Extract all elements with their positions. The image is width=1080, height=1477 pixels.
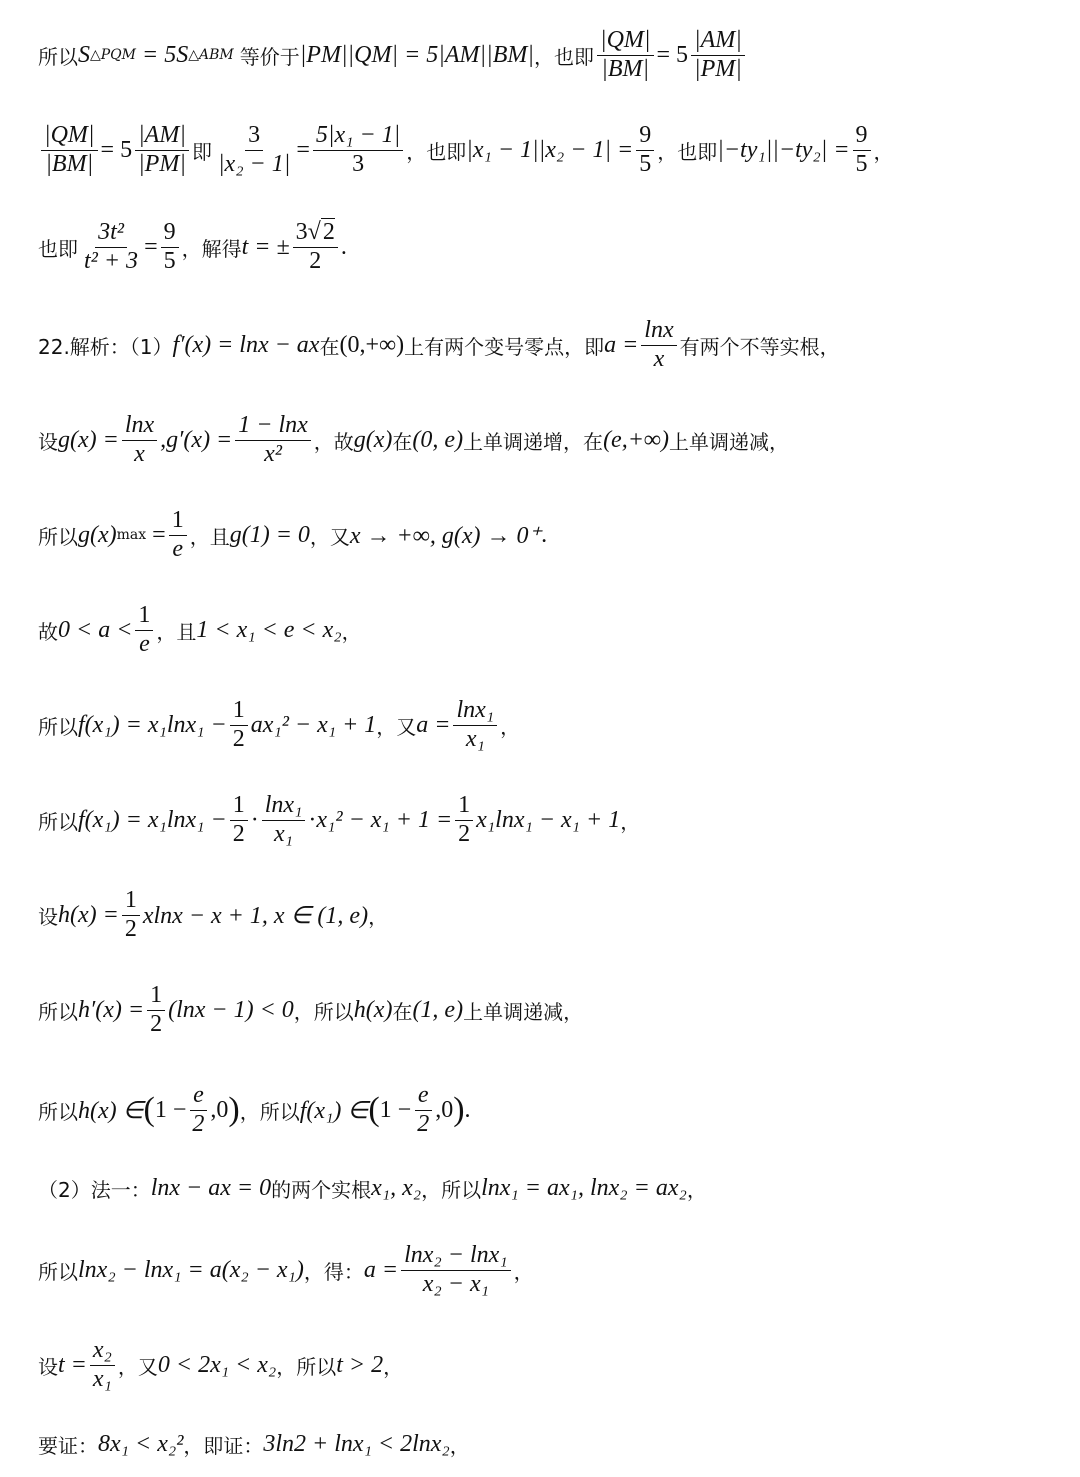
text-qie: 且 bbox=[209, 524, 230, 549]
math-t: t = ± bbox=[241, 233, 290, 260]
text-de: 得： bbox=[323, 1259, 364, 1284]
fraction: $\frac{1 - \ln x}{\text{x²}}$ bbox=[235, 412, 311, 468]
fraction: $\frac{9}{5}$ bbox=[636, 122, 654, 178]
math-interval: (0,+∞) bbox=[339, 331, 405, 358]
math-gprime: ,g′(x) = bbox=[160, 426, 233, 453]
math-g: g(x) bbox=[353, 426, 393, 453]
line-16 bbox=[38, 1424, 1060, 1464]
math-paren-right: ) bbox=[453, 1091, 465, 1128]
fraction: $\frac{e}{2}$ bbox=[414, 1082, 432, 1138]
math-comma0: ,0 bbox=[210, 1096, 229, 1123]
text-roots: 的两个实根 bbox=[271, 1177, 372, 1202]
text-roots: 有两个不等实根， bbox=[679, 334, 840, 359]
text-decrease: 上单调递减， bbox=[463, 999, 584, 1024]
math-rel: lnx₂ − lnx₁ = a(x₂ − x₁) bbox=[78, 1256, 304, 1283]
text-suoyi: 所以 bbox=[38, 1259, 78, 1284]
math-h-def: h(x) = bbox=[58, 901, 119, 928]
text-suoyi: 所以 bbox=[38, 999, 78, 1024]
math-rel: |−ty₁||−ty₂| = bbox=[717, 136, 850, 163]
fraction: $\frac{\text{5|x₁ − 1|}}{3}$ bbox=[313, 122, 403, 178]
math-fprime: f′(x) = lnx − ax bbox=[172, 331, 320, 358]
punct-comma: ， bbox=[533, 44, 554, 69]
text-yeji: 也即 bbox=[553, 44, 594, 69]
text-gu: 故 bbox=[333, 429, 354, 454]
math-paren-left: ( bbox=[368, 1091, 380, 1128]
math-dot: · bbox=[250, 806, 259, 833]
punct-comma: ， bbox=[189, 524, 210, 549]
text-she: 设 bbox=[38, 429, 58, 454]
fraction: $\frac{e}{2}$ bbox=[189, 1082, 207, 1138]
fraction: $\frac{1}{2}$ bbox=[455, 792, 473, 848]
math-hprime-rest: (lnx − 1) < 0 bbox=[168, 996, 294, 1023]
math-ineq: 0 < a < bbox=[58, 616, 133, 643]
punct-period: . bbox=[541, 521, 548, 548]
punct-comma: ， bbox=[313, 429, 334, 454]
text-ji: 即 bbox=[191, 139, 212, 164]
fraction: $\frac{3}{\text{|x₂ − 1|}}$ bbox=[217, 121, 291, 177]
math-ineq: 1 < x₁ < e < x₂ bbox=[196, 616, 342, 643]
text-you: 又 bbox=[396, 714, 417, 739]
text-yaozheng: 要证： bbox=[38, 1433, 98, 1458]
text-she: 设 bbox=[38, 1354, 58, 1379]
line-1 bbox=[38, 20, 1060, 90]
punct-comma: ， bbox=[117, 1354, 138, 1379]
text-jiede: 解得 bbox=[201, 236, 242, 261]
fraction: $\frac{\ln x}{x}$ bbox=[122, 412, 157, 468]
punct-comma: ， bbox=[183, 1433, 204, 1458]
math-goal: 8x₁ < x₂² bbox=[98, 1430, 184, 1457]
line-12 bbox=[38, 1075, 1060, 1145]
fraction: $\frac{1}{2}$ bbox=[147, 982, 165, 1038]
fraction: $\frac{\text{lnx₁}}{\text{x₁}}$ bbox=[453, 697, 497, 753]
math-sub: △ABM bbox=[188, 47, 234, 63]
math-fx1-b: x₁² − x₁ + 1 = bbox=[316, 806, 453, 833]
fraction: $\frac{1}{2}$ bbox=[230, 697, 248, 753]
text-suoyi: 所以 bbox=[313, 999, 354, 1024]
line-13 bbox=[38, 1168, 1060, 1208]
math-g1: g(1) = 0 bbox=[229, 521, 310, 548]
text-suoyi: 所以 bbox=[259, 1099, 300, 1124]
text-suoyi: 所以 bbox=[38, 524, 78, 549]
punct-comma: ， bbox=[383, 1354, 404, 1379]
math-limit: x → +∞, g(x) → 0⁺ bbox=[349, 522, 542, 549]
line-11 bbox=[38, 980, 1060, 1040]
math-fx1: f(x₁) = x₁lnx₁ − bbox=[78, 711, 227, 738]
line-4 bbox=[38, 310, 1060, 380]
line-9 bbox=[38, 785, 1060, 855]
line-5 bbox=[38, 405, 1060, 475]
math-rel: lnx₁ = ax₁, lnx₂ = ax₂ bbox=[481, 1174, 687, 1201]
punct-comma: ， bbox=[513, 1259, 534, 1284]
math-fx1-rest: ax₁² − x₁ + 1 bbox=[250, 711, 377, 738]
math-goal2: 3ln2 + lnx₁ < 2lnx₂ bbox=[263, 1430, 450, 1457]
punct-comma: ， bbox=[309, 524, 330, 549]
math-s: S bbox=[78, 41, 90, 68]
math-sub: △PQM bbox=[90, 47, 136, 63]
text-suoyi: 所以 bbox=[38, 809, 78, 834]
punct-comma: ， bbox=[276, 1354, 297, 1379]
fraction: $\frac{|QM|}{|BM|}$ bbox=[597, 27, 654, 83]
math-cond: 0 < 2x₁ < x₂ bbox=[157, 1351, 277, 1378]
fraction: $\frac{|QM|}{|BM|}$ bbox=[41, 122, 98, 178]
punct-comma: ， bbox=[341, 619, 362, 644]
math-t-def: t = bbox=[58, 1351, 87, 1378]
text-zai: 在 bbox=[392, 429, 413, 454]
math-eq5: = 5 bbox=[100, 136, 133, 163]
punct-comma: ， bbox=[406, 139, 427, 164]
line-2 bbox=[38, 115, 1060, 185]
text-jizheng: 即证： bbox=[203, 1433, 264, 1458]
punct-comma: ， bbox=[293, 999, 314, 1024]
punct-comma: ， bbox=[620, 809, 641, 834]
punct-comma: ， bbox=[181, 236, 202, 261]
math-interval: (0, e) bbox=[412, 426, 464, 453]
punct-period: . bbox=[340, 233, 347, 260]
punct-comma: ， bbox=[686, 1177, 707, 1202]
text-suoyi: 所以 bbox=[38, 44, 78, 69]
fraction: $\frac{\text{x₂}}{\text{x₁}}$ bbox=[90, 1337, 115, 1393]
fraction: $\frac{1}{e}$ bbox=[169, 507, 187, 563]
math-eq: = 5S bbox=[142, 41, 189, 68]
math-eq: = bbox=[296, 136, 310, 163]
fraction: $\frac{\ln x}{x}$ bbox=[641, 317, 676, 373]
math-f-range: f(x₁) ∈ bbox=[299, 1097, 369, 1124]
text-dengjiayu: 等价于 bbox=[239, 44, 300, 69]
punct-comma: ， bbox=[657, 139, 678, 164]
fraction: $\frac{3√2}{2}$ bbox=[293, 219, 338, 275]
text-you: 又 bbox=[137, 1354, 158, 1379]
text-suoyi: 所以 bbox=[38, 1099, 78, 1124]
math-rel: |x₁ − 1||x₂ − 1| = bbox=[466, 136, 634, 163]
math-eq: = bbox=[144, 233, 158, 260]
punct-comma: ， bbox=[421, 1177, 442, 1202]
text-yeji: 也即 bbox=[426, 139, 467, 164]
text-she: 设 bbox=[38, 904, 58, 929]
fraction: $\frac{9}{5}$ bbox=[853, 122, 871, 178]
punct-comma: ， bbox=[449, 1433, 470, 1458]
math-one-minus: 1 − bbox=[379, 1096, 412, 1123]
fraction: $\frac{\text{lnx₁}}{\text{x₁}}$ bbox=[262, 792, 306, 848]
line-10 bbox=[38, 885, 1060, 945]
math-hprime: h′(x) = bbox=[78, 996, 145, 1023]
math-gmax: g(x) bbox=[78, 521, 117, 548]
text-suoyi: 所以 bbox=[38, 714, 78, 739]
punct-period: . bbox=[464, 1096, 471, 1123]
text-q22-title: 22.解析：（1） bbox=[38, 334, 173, 359]
fraction: $\frac{\text{3t²}}{\text{t² + 3}}$ bbox=[84, 218, 139, 274]
fraction: $\frac{\text{lnx₂ − lnx₁}}{\text{x₂ − x₁}}$ bbox=[401, 1242, 511, 1298]
fraction: $\frac{9}{5}$ bbox=[161, 219, 179, 275]
math-h-range: h(x) ∈ bbox=[78, 1097, 144, 1124]
punct-comma: ， bbox=[500, 714, 521, 739]
text-part2: （2）法一： bbox=[38, 1177, 151, 1202]
math-paren-left: ( bbox=[143, 1091, 155, 1128]
line-6 bbox=[38, 505, 1060, 565]
math-sub: max bbox=[116, 527, 147, 543]
math-eq-zero: lnx − ax = 0 bbox=[150, 1174, 272, 1201]
line-8 bbox=[38, 690, 1060, 760]
math-h-rest: xlnx − x + 1, x ∈ (1, e) bbox=[142, 902, 369, 929]
math-a-eq: a = bbox=[604, 331, 639, 358]
text-zai: 在 bbox=[392, 999, 413, 1024]
math-roots: x₁, x₂ bbox=[371, 1174, 422, 1201]
math-fx1: f(x₁) = x₁lnx₁ − bbox=[78, 806, 227, 833]
text-zai: 在 bbox=[319, 334, 340, 359]
fraction: $\frac{|AM|}{|PM|}$ bbox=[135, 122, 189, 178]
line-3 bbox=[38, 212, 1060, 282]
math-interval: (e,+∞) bbox=[603, 426, 670, 453]
fraction: $\frac{1}{e}$ bbox=[135, 602, 153, 658]
punct-comma: ， bbox=[239, 1099, 260, 1124]
line-14 bbox=[38, 1235, 1060, 1305]
punct-comma: ， bbox=[156, 619, 177, 644]
punct-comma: ， bbox=[368, 904, 389, 929]
math-g-def: g(x) = bbox=[58, 426, 119, 453]
math-paren-right: ) bbox=[228, 1091, 240, 1128]
text-increase: 上单调递增，在 bbox=[463, 429, 604, 454]
math-fx1-c: x₁lnx₁ − x₁ + 1 bbox=[476, 806, 621, 833]
line-7 bbox=[38, 600, 1060, 660]
text-condition: 上有两个变号零点，即 bbox=[404, 334, 605, 359]
math-relation: |PM||QM| = 5|AM||BM| bbox=[299, 41, 534, 68]
punct-comma: ， bbox=[303, 1259, 324, 1284]
math-comma0: ,0 bbox=[435, 1096, 454, 1123]
math-eq: = bbox=[152, 521, 166, 548]
fraction: $\frac{1}{2}$ bbox=[122, 887, 140, 943]
math-dot: · bbox=[308, 806, 317, 833]
text-yeji: 也即 bbox=[38, 236, 78, 261]
fraction: $\frac{1}{2}$ bbox=[230, 792, 248, 848]
punct-comma: ， bbox=[873, 139, 894, 164]
text-decrease: 上单调递减， bbox=[669, 429, 790, 454]
text-you: 又 bbox=[329, 524, 350, 549]
text-suoyi: 所以 bbox=[296, 1354, 337, 1379]
math-one-minus: 1 − bbox=[154, 1096, 187, 1123]
math-a-eq: a = bbox=[416, 711, 451, 738]
fraction: $\frac{|AM|}{|PM|}$ bbox=[691, 27, 745, 83]
text-yeji: 也即 bbox=[677, 139, 718, 164]
math-a-eq: a = bbox=[363, 1256, 399, 1283]
line-15 bbox=[38, 1335, 1060, 1395]
text-suoyi: 所以 bbox=[441, 1177, 482, 1202]
math-h: h(x) bbox=[353, 996, 393, 1023]
punct-comma: ， bbox=[376, 714, 397, 739]
math-eq5: = 5 bbox=[656, 41, 689, 68]
text-gu: 故 bbox=[38, 619, 58, 644]
math-interval: (1, e) bbox=[412, 996, 464, 1023]
text-qie: 且 bbox=[176, 619, 197, 644]
math-t-gt: t > 2 bbox=[336, 1351, 384, 1378]
